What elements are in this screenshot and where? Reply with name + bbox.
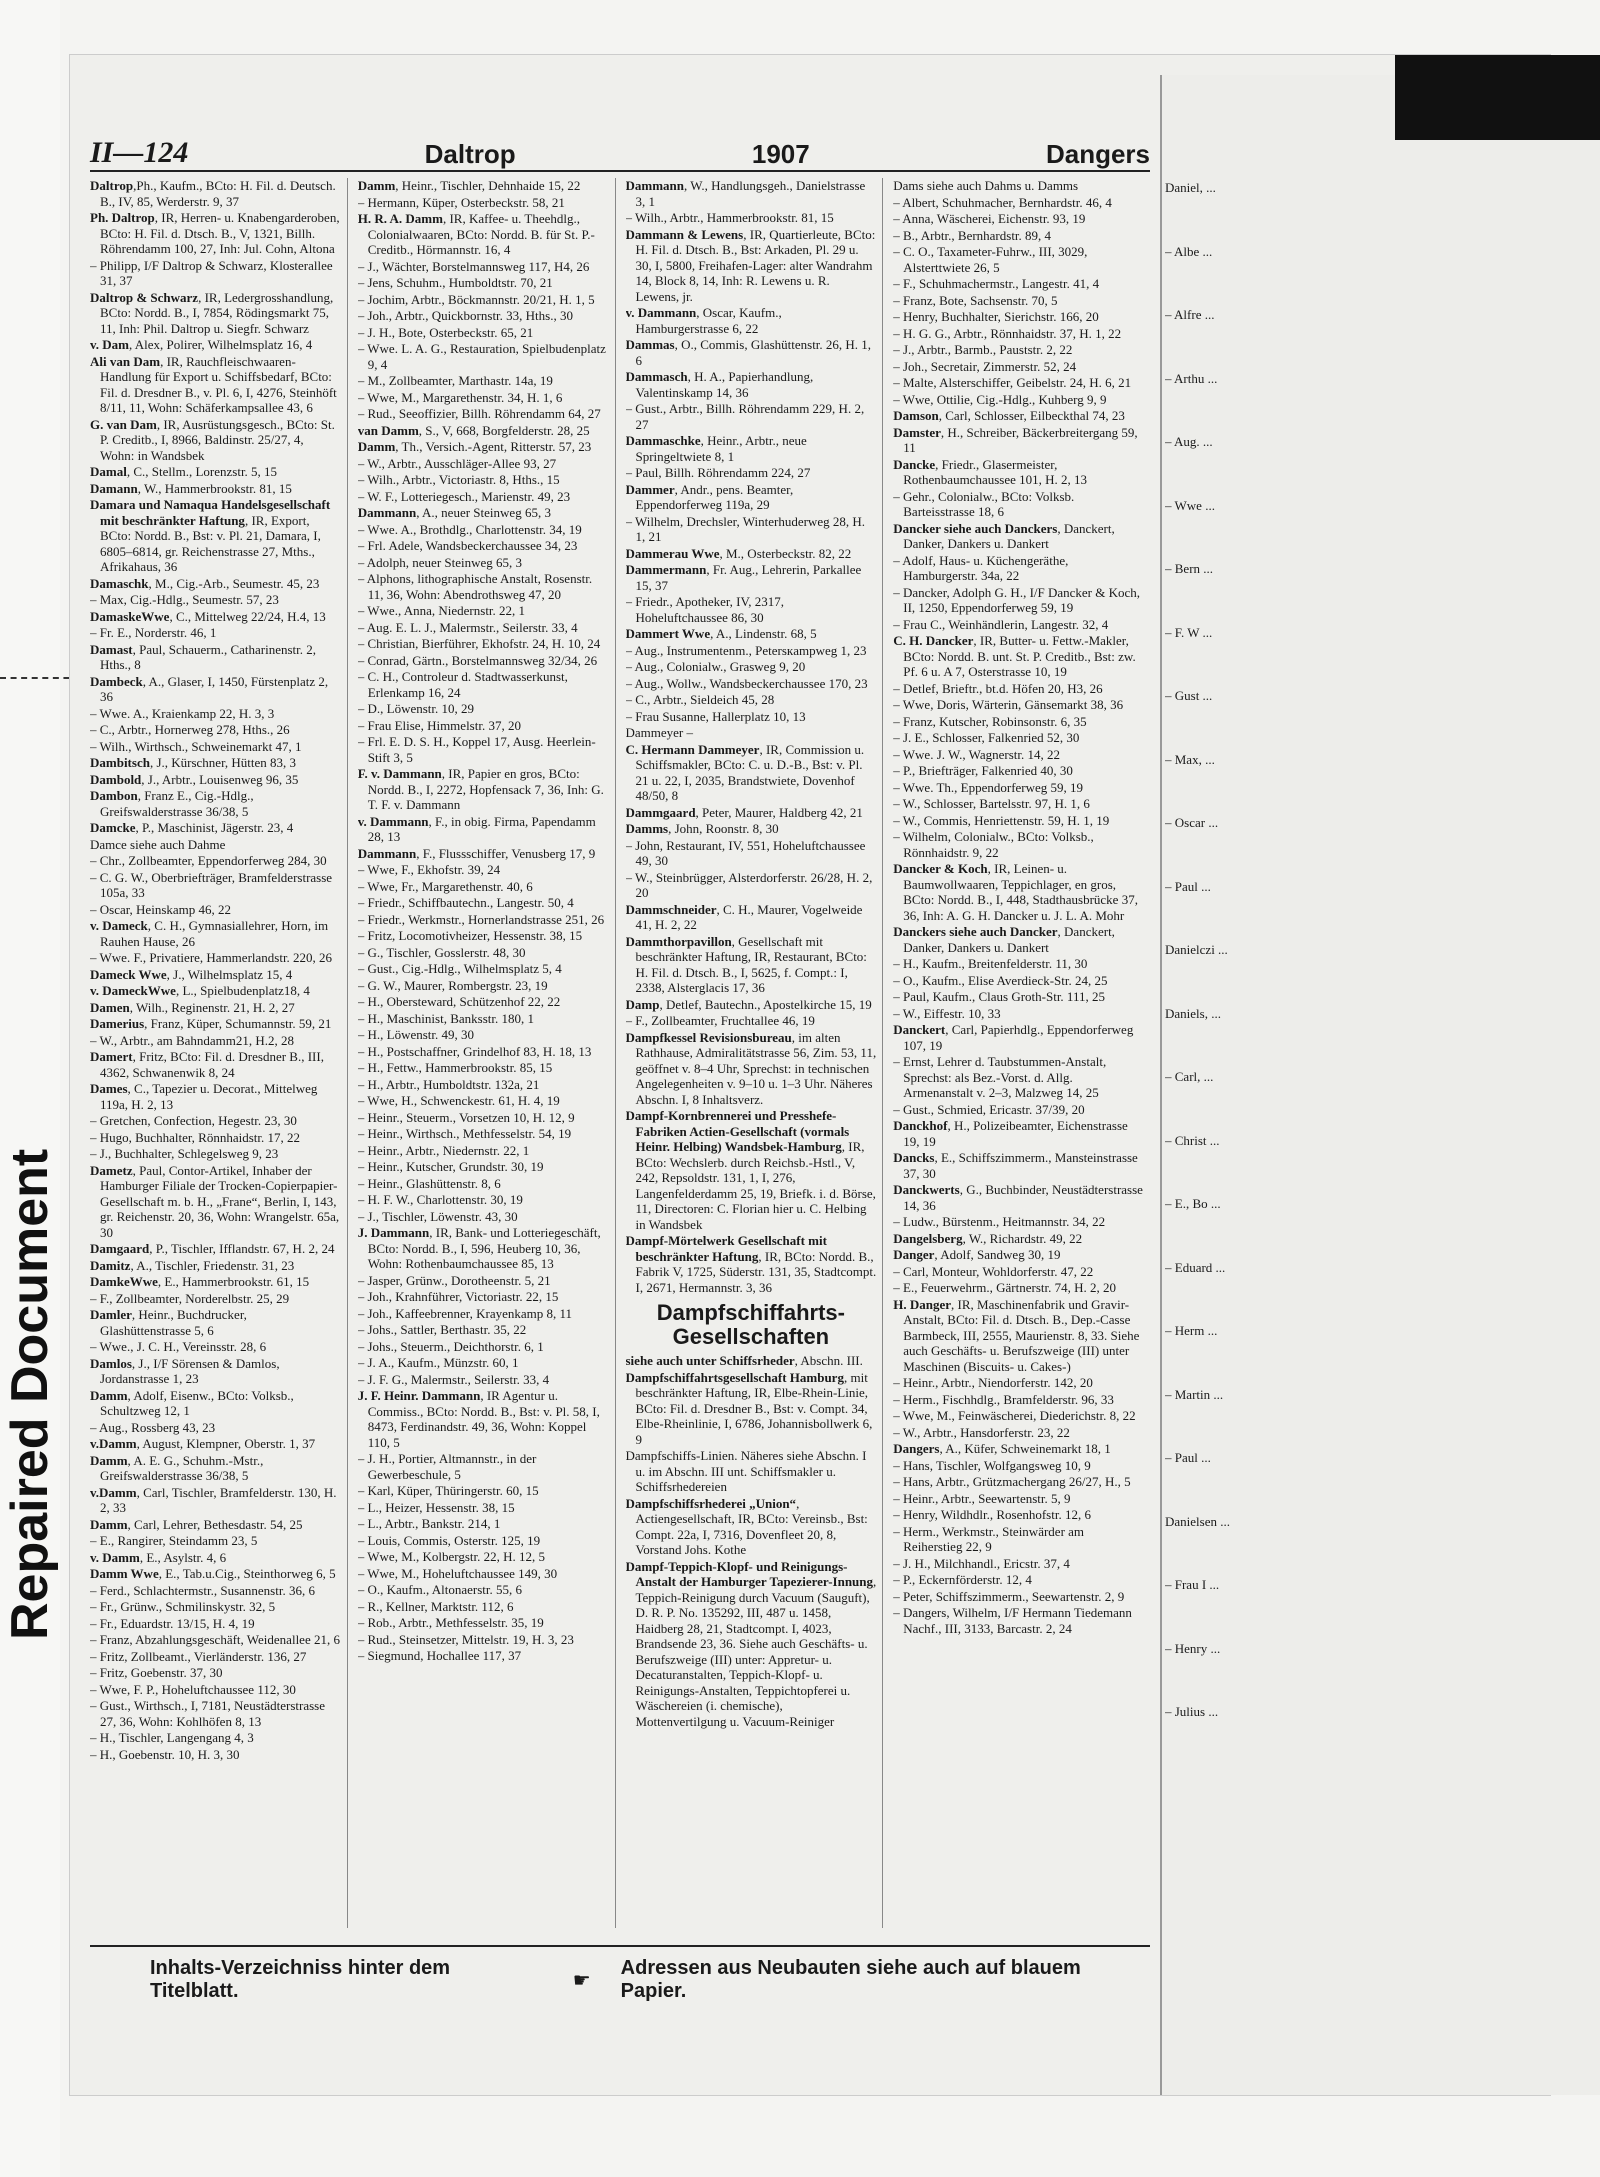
directory-entry: – C. O., Taxameter-Fuhrw., III, 3029, Alsterttwiete 26, 5 — [893, 244, 1088, 275]
directory-entry: – H., Postschaffner, Grindelhof 83, H. 18, 13 — [357, 1043, 592, 1059]
directory-entry: Damast, Paul, Schauerm., Catharinenstr. 2, Hths., 8 — [90, 641, 317, 672]
directory-columns — [90, 178, 1150, 1928]
directory-entry: – J. A., Kaufm., Münzstr. 60, 1 — [357, 1355, 519, 1370]
directory-entry: Damcke, P., Maschinist, Jägerstr. 23, 4 — [90, 820, 294, 835]
directory-entry: Dampf-Kornbrennerei und Presshefe-Fabriken Actien-Gesellschaft (vormals Heinr. Helbing) Wandsbek-Hamburg, IR, BCto: Wechslerb. durch Reichsb.-Hstl., V, 242, Repsoldstr. 131, 1, I, 276, Langenfelderdamm 25, 19, Briefk. i. d. Börse, 11, Directoren: C. Florian hier u. C. Helbing in Wandsbek — [625, 1108, 876, 1232]
directory-entry: – O., Kaufm., Elise Averdieck-Str. 24, 25 — [893, 972, 1108, 988]
directory-entry: – Wwe, M., Kolbergstr. 22, H. 12, 5 — [357, 1549, 546, 1564]
directory-entry: Danckwerts, G., Buchbinder, Neustädterstrasse 14, 36 — [893, 1182, 1143, 1213]
directory-entry: Dammgaard, Peter, Maurer, Haldberg 42, 21 — [625, 804, 863, 820]
directory-entry: – Fritz, Locomotivheizer, Hessenstr. 38, 15 — [357, 928, 583, 943]
directory-entry: – W., Commis, Henriettenstr. 59, H. 1, 19 — [893, 812, 1110, 828]
directory-entry: – Wwe. A., Kraienkamp 22, H. 3, 3 — [90, 705, 275, 721]
directory-entry: J. Dammann, IR, Bank- und Lotteriegeschäft, BCto: Nordd. B., I, 596, Heuberg 10, 36, Wohn: Rothenbaumchaussee 85, 13 — [357, 1225, 601, 1271]
directory-entry: – W., Arbtr., am Bahndamm21, H.2, 28 — [90, 1032, 295, 1048]
directory-entry: – Wwe, Ottilie, Cig.-Hdlg., Kuhberg 9, 9 — [893, 391, 1107, 407]
directory-entry: – Hugo, Buchhalter, Rönnhaidstr. 17, 22 — [90, 1129, 300, 1145]
pointing-hand-icon: ☛ — [572, 1969, 591, 1992]
directory-entry: – J. H., Milchhandl., Ericstr. 37, 4 — [893, 1555, 1070, 1571]
directory-entry: DamaskeWwe, C., Mittelweg 22/24, H.4, 13 — [90, 608, 326, 624]
page-number: II—124 — [90, 136, 189, 169]
directory-entry: H. Danger, IR, Maschinenfabrik und Gravir-Anstalt, BCto: Fil. d. Dtsch. B., Dep.-Casse Barmbeck, III, 2555, Maurienstr. 8, 33. Siehe auch Geschäfts- u. Berufszweige (III) unter Maschinen (Biscuits- u. Cakes-) — [893, 1296, 1140, 1374]
directory-entry: Ph. Daltrop, IR, Herren- u. Knabengarderoben, BCto: H. Fil. d. Dtsch. B., V, 1321, Billh. Röhrendamm 100, 27, Inh: Jul. Cohn, Altona — [90, 210, 340, 256]
directory-entry: – Heinr., Arbtr., Niedernstr. 22, 1 — [357, 1142, 530, 1158]
directory-entry: – Hermann, Küper, Osterbeckstr. 58, 21 — [357, 194, 565, 210]
left-keyword: Daltrop — [424, 139, 516, 169]
directory-entry: Dambitsch, J., Kürschner, Hütten 83, 3 — [90, 755, 297, 770]
next-page-entry: Daniels, ... — [1165, 1005, 1221, 1021]
directory-entry: Damster, H., Schreiber, Bäckerbreitergang 59, 11 — [893, 424, 1138, 455]
directory-entry: – Frau Susanne, Hallerplatz 10, 13 — [625, 708, 806, 724]
directory-entry: – W., Schlosser, Bartelsstr. 97, H. 1, 6 — [893, 796, 1090, 811]
directory-entry: – Ernst, Lehrer d. Taubstummen-Anstalt, Sprechst: als Bez.-Vorst. d. Allg. Armenanstalt v. 2–3, Malzweg 14, 25 — [893, 1054, 1107, 1100]
next-page-entry: – Paul ... — [1165, 878, 1211, 894]
next-page-entry: – Alfre ... — [1165, 307, 1215, 322]
directory-entry: – H., Kaufm., Breitenfelderstr. 11, 30 — [893, 956, 1088, 971]
directory-entry: – Fritz, Zollbeamt., Vierländerstr. 136, 27 — [90, 1648, 307, 1664]
directory-entry: Damson, Carl, Schlosser, Eilbeckthal 74, 23 — [893, 408, 1125, 423]
directory-entry: Danckers siehe auch Dancker, Danckert, Danker, Dankers u. Dankert — [893, 924, 1115, 955]
directory-entry: – Fritz, Goebenstr. 37, 30 — [90, 1665, 223, 1680]
directory-entry: v. Dameck, C. H., Gymnasiallehrer, Horn, im Rauhen Hause, 26 — [90, 918, 329, 949]
directory-entry: Dammann, F., Flussschiffer, Venusberg 17, 9 — [357, 845, 596, 861]
directory-entry: – Malte, Alsterschiffer, Geibelstr. 24, H. 6, 21 — [893, 375, 1132, 390]
directory-entry: Dangers, A., Küfer, Schweinemarkt 18, 1 — [893, 1441, 1111, 1456]
directory-entry: – Aug., Wollw., Wandsbeckerchaussee 170, 23 — [625, 675, 868, 691]
directory-entry: – J., Arbtr., Barmb., Pauststr. 2, 22 — [893, 342, 1073, 357]
next-page-entry: – Aug. ... — [1165, 434, 1213, 449]
directory-entry: Damm, Carl, Lehrer, Bethesdastr. 54, 25 — [90, 1516, 303, 1532]
directory-entry: – Detlef, Brieftr., bt.d. Höfen 20, H3, 26 — [893, 680, 1103, 696]
directory-entry: – H. F. W., Charlottenstr. 30, 19 — [357, 1192, 523, 1207]
next-page-column — [1165, 180, 1600, 1930]
directory-entry: – J., Wächter, Borstelmannsweg 117, H4, 26 — [357, 258, 590, 274]
directory-entry: – Herm., Fischhdlg., Bramfelderstr. 96, 33 — [893, 1391, 1114, 1407]
directory-entry: – Aug., Rossberg 43, 23 — [90, 1419, 216, 1435]
directory-entry: Dammann, W., Handlungsgeh., Danielstrasse 3, 1 — [625, 178, 866, 209]
directory-entry: – Jens, Schuhm., Humboldtstr. 70, 21 — [357, 275, 553, 290]
directory-entry: F. v. Dammann, IR, Papier en gros, BCto: Nordd. B., I, 2272, Hopfensack 7, 36, Inh: G. T. F. v. Dammann — [357, 766, 604, 812]
directory-entry: Dangelsberg, W., Richardstr. 49, 22 — [893, 1230, 1083, 1246]
year: 1907 — [751, 139, 810, 169]
directory-entry: Dames, C., Tapezier u. Decorat., Mittelweg 119a, H. 2, 13 — [90, 1081, 318, 1112]
directory-entry: – Johs., Steuerm., Deichthorstr. 6, 1 — [357, 1338, 544, 1354]
directory-entry: Dammasch, H. A., Papierhandlung, Valentinskamp 14, 36 — [625, 369, 814, 400]
directory-entry: Dammer, Andr., pens. Beamter, Eppendorferweg 119a, 29 — [625, 481, 794, 512]
directory-entry: Damler, Heinr., Buchdrucker, Glashüttenstrasse 5, 6 — [90, 1307, 247, 1338]
directory-entry: – J., Tischler, Löwenstr. 43, 30 — [357, 1208, 518, 1224]
directory-entry: H. R. A. Damm, IR, Kaffee- u. Theehdlg., Colonialwaaren, BCto: Nordd. B. für St. P.-Creditb., Hörmannstr. 16, 4 — [357, 211, 595, 257]
directory-entry: siehe auch unter Schiffsrheder, Abschn. III. — [625, 1353, 863, 1368]
directory-entry: – Heinr., Steuerm., Vorsetzen 10, H. 12, 9 — [357, 1109, 575, 1125]
directory-entry: – Louis, Commis, Osterstr. 125, 19 — [357, 1532, 541, 1548]
directory-entry: – J. E., Schlosser, Falkenried 52, 30 — [893, 730, 1080, 745]
next-page-entry: – Carl, ... — [1165, 1069, 1214, 1084]
directory-entry: Dametz, Paul, Contor-Artikel, Inhaber der Hamburger Filiale der Trocken-Copierpapier-Gesellschaft m. b. H., „Frane“, Berlin, I, 143, gr. Reichenstr. 20, 36, Wohn: Wrangelstr. 65a, 30 — [90, 1162, 340, 1240]
directory-entry: Dams siehe auch Dahms u. Damms — [893, 178, 1079, 193]
next-page-entry: – Gust ... — [1165, 688, 1213, 703]
page-header — [90, 120, 1150, 172]
directory-entry: Dammann, A., neuer Steinweg 65, 3 — [357, 505, 551, 520]
directory-entry: – Heinr., Arbtr., Seewartenstr. 5, 9 — [893, 1490, 1071, 1506]
directory-entry: – Franz, Abzahlungsgeschäft, Weidenallee 21, 6 — [90, 1632, 340, 1647]
next-page-entry: – Oscar ... — [1165, 815, 1219, 830]
directory-entry: – Wwe, F., Ekhofstr. 39, 24 — [357, 862, 501, 877]
directory-entry: – Heinr., Kutscher, Grundstr. 30, 19 — [357, 1159, 544, 1174]
directory-entry: – Fr., Grünw., Schmilinskystr. 32, 5 — [90, 1599, 276, 1614]
directory-entry: Dancker siehe auch Danckers, Danckert, Danker, Dankers u. Dankert — [893, 520, 1115, 551]
directory-entry: – Adolph, neuer Steinweg 65, 3 — [357, 554, 523, 570]
directory-entry: – G., Tischler, Gosslerstr. 48, 30 — [357, 944, 526, 960]
directory-entry: – C. G. W., Oberbriefträger, Bramfelderstrasse 105a, 33 — [90, 869, 333, 900]
directory-entry: – C., Arbtr., Sieldeich 45, 28 — [625, 692, 775, 707]
directory-entry: – M., Zollbeamter, Marthastr. 14a, 19 — [357, 373, 553, 388]
column-4 — [893, 178, 1150, 1928]
directory-entry: – Gehr., Colonialw., BCto: Volksb. Barteisstrasse 18, 6 — [893, 488, 1075, 519]
directory-entry: Damlos, J., I/F Sörensen & Damlos, Jordanstrasse 1, 23 — [90, 1355, 280, 1386]
directory-entry: – Gust., Arbtr., Billh. Röhrendamm 229, H. 2, 27 — [625, 401, 865, 432]
directory-entry: – Wwe. F., Privatiere, Hammerlandstr. 220, 26 — [90, 950, 333, 965]
directory-entry: – B., Arbtr., Bernhardstr. 89, 4 — [893, 227, 1052, 243]
directory-entry: – Jasper, Grünw., Dorotheenstr. 5, 21 — [357, 1272, 551, 1288]
directory-entry: Damp, Detlef, Bautechn., Apostelkirche 15, 19 — [625, 996, 872, 1012]
directory-entry: Dampf-Teppich-Klopf- und Reinigungs-Anstalt der Hamburger Tapezierer-Innung, Teppich-Reinigung durch Vacuum (Sauguft), D. R. P. No. 135292, III, 487 u. 1458, Haidberg 28, 21, Stadtcompt. I, 4023, Brandsende 23, 36. Siehe auch Geschäfts- u. Berufszweige (III) unter: Appretur- u. Decaturanstalten, Teppich-Klopf- u. Reinigungs-Anstalten, Teppichtopferei u. Wäschereien (i. chemische), Mottenvertilgung u. Vacuum-Reiniger — [625, 1558, 877, 1729]
directory-entry: – Gretchen, Confection, Hegestr. 23, 30 — [90, 1113, 297, 1128]
directory-entry: C. H. Dancker, IR, Butter- u. Fettw.-Makler, BCto: Nordd. B. unt. St. P. Creditb., Bst: zw. Pf. 6 u. A 7, Osterstrasse 10, 19 — [893, 633, 1136, 679]
directory-entry: – Wilh., Wirthsch., Schweinemarkt 47, 1 — [90, 738, 302, 754]
directory-entry: Damerius, Franz, Küper, Schumannstr. 59, 21 — [90, 1016, 332, 1031]
directory-entry: – F., Zollbeamter, Norderelbstr. 25, 29 — [90, 1290, 290, 1306]
directory-entry: – Chr., Zollbeamter, Eppendorferweg 284, 30 — [90, 853, 327, 868]
directory-entry: – Wilhelm, Colonialw., BCto: Volksb., Rönnhaidstr. 9, 22 — [893, 829, 1094, 860]
directory-entry: – Peter, Schiffszimmerm., Seewartenstr. 2, 9 — [893, 1588, 1125, 1604]
directory-entry: – Wwe, M., Hoheluftchaussee 149, 30 — [357, 1565, 558, 1581]
directory-entry: – Joh., Secretair, Zimmerstr. 52, 24 — [893, 358, 1077, 374]
directory-entry: – J. H., Bote, Osterbeckstr. 65, 21 — [357, 324, 534, 340]
directory-entry: Damal, C., Stellm., Lorenzstr. 5, 15 — [90, 464, 278, 479]
directory-entry: – Frau Elise, Himmelstr. 37, 20 — [357, 717, 521, 733]
directory-entry: Damm, Adolf, Eisenw., BCto: Volksb., Schultzweg 12, 1 — [90, 1387, 294, 1418]
next-page-entry: Daniel, ... — [1165, 180, 1216, 195]
directory-entry: – Alphons, lithographische Anstalt, Rosenstr. 11, 36, Wohn: Abendrothsweg 47, 20 — [357, 571, 593, 602]
next-page-entry: – Max, ... — [1165, 751, 1215, 767]
directory-entry: Damara und Namaqua Handelsgesellschaft mit beschränkter Haftung, IR, Export, BCto: Nordd. B., Bst: v. Pl. 21, Damara, I, 6805–6814, gr. Reichenstrasse 27, Mths., Afrikahaus, 36 — [90, 497, 331, 574]
directory-entry: Dambon, Franz E., Cig.-Hdlg., Greifswalderstrasse 36/38, 5 — [90, 788, 254, 819]
directory-entry: – Wwe, M., Margarethenstr. 34, H. 1, 6 — [357, 389, 563, 405]
directory-entry: Dammermann, Fr. Aug., Lehrerin, Parkallee 15, 37 — [625, 562, 862, 593]
directory-entry: – John, Restaurant, IV, 551, Hoheluftchaussee 49, 30 — [625, 837, 866, 868]
directory-entry: – Franz, Bote, Sachsenstr. 70, 5 — [893, 292, 1058, 308]
directory-entry: Dammthorpavillon, Gesellschaft mit beschränkter Haftung, IR, Restaurant, BCto: H. Fil. d. Dtsch. B., I, 5625, f. Compt.: I, 2338, Alsterglacis 17, 36 — [625, 933, 867, 995]
directory-entry: – Heinr., Wirthsch., Methfesselstr. 54, 19 — [357, 1126, 572, 1141]
directory-entry: – Frl. Adele, Wandsbeckerchaussee 34, 23 — [357, 538, 578, 553]
directory-entry: Dampf-Mörtelwerk Gesellschaft mit beschränkter Haftung, IR, BCto: Nordd. B., Fabrik V, 1725, Süderstr. 131, 35, Stadtcompt. I, 2671, Hermannstr. 3, 36 — [625, 1233, 877, 1295]
directory-entry: Dancke, Friedr., Glasermeister, Rothenbaumchaussee 101, H. 2, 13 — [893, 456, 1088, 487]
section-heading: Dampfschiffahrts-Gesellschaften — [656, 1300, 845, 1349]
repaired-document-stamp: Repaired Document — [1, 1148, 59, 1640]
directory-entry: – Conrad, Gärtn., Borstelmannsweg 32/34, 26 — [357, 652, 598, 668]
next-page-entry: – Eduard ... — [1165, 1259, 1226, 1275]
directory-entry: Damgaard, P., Tischler, Ifflandstr. 67, H. 2, 24 — [90, 1241, 335, 1256]
directory-entry: – Dangers, Wilhelm, I/F Hermann Tiedemann Nachf., III, 3133, Barcastr. 2, 24 — [893, 1605, 1132, 1636]
directory-entry: – G. W., Maurer, Rombergstr. 23, 19 — [357, 977, 548, 993]
directory-entry: – Philipp, I/F Daltrop & Schwarz, Klosterallee 31, 37 — [90, 257, 333, 288]
directory-entry: – W., Steinbrügger, Alsterdorferstr. 26/28, H. 2, 20 — [625, 869, 873, 900]
directory-entry: – Wwe, H., Schwenckestr. 61, H. 4, 19 — [357, 1093, 560, 1108]
directory-entry: Danckhof, H., Polizeibeamter, Eichenstrasse 19, 19 — [893, 1118, 1128, 1149]
directory-entry: – O., Kaufm., Altonaerstr. 55, 6 — [357, 1582, 523, 1597]
directory-entry: Dampfschiffs-Linien. Näheres siehe Abschn. I u. im Abschn. III unt. Schiffsmakler u. Schiffsrhedereien — [625, 1448, 867, 1494]
next-page-entry: Danielczi ... — [1165, 942, 1228, 957]
directory-entry: – F., Zollbeamter, Fruchtallee 46, 19 — [625, 1013, 815, 1028]
directory-entry: – Gust., Wirthsch., I, 7181, Neustädterstrasse 27, 36, Wohn: Kohlhöfen 8, 13 — [90, 1698, 326, 1729]
directory-entry: Damm, Heinr., Tischler, Dehnhaide 15, 22 — [357, 178, 581, 193]
directory-entry: – Gust., Schmied, Ericastr. 37/39, 20 — [893, 1101, 1085, 1117]
directory-entry: G. van Dam, IR, Ausrüstungsgesch., BCto: St. P. Creditb., I, 8966, Baldinstr. 25/27, 4, Wohn: in Wandsbek — [90, 416, 335, 463]
directory-entry: J. F. Heinr. Dammann, IR Agentur u. Commiss., BCto: Nordd. B., Bst: v. Pl. 58, I, 8473, Ferdinandstr. 49, 36, Wohn: Koppel 110, 5 — [357, 1388, 600, 1450]
directory-entry: – W., Eiffestr. 10, 33 — [893, 1005, 1001, 1021]
column-1 — [90, 178, 348, 1928]
directory-entry: Daltrop,Ph., Kaufm., BCto: H. Fil. d. Deutsch. B., IV, 85, Werderstr. 9, 37 — [90, 178, 336, 209]
directory-entry: Ali van Dam, IR, Rauchfleischwaaren-Handlung für Export u. Schiffsbedarf, BCto: Fil. d. Dresdner B., v. Pl. 6, I, 4276, Steinhöft 8/11, 11, Wohn: Schäferkampsallee 43, 6 — [90, 353, 337, 415]
directory-entry: – Gust., Cig.-Hdlg., Wilhelmsplatz 5, 4 — [357, 961, 562, 976]
directory-entry: – Franz, Kutscher, Robinsonstr. 6, 35 — [893, 713, 1087, 729]
directory-entry: Dammann & Lewens, IR, Quartierleute, BCto: H. Fil. d. Dtsch. B., Bst: Arkaden, Pl. 29 u. 30, I, 5800, Freihafen-Lager: alter Wandrahm 14, Block 8, 14, Inh: R. Lewens u. R. Lewens, jr. — [625, 226, 876, 304]
directory-entry: – H., Maschinist, Banksstr. 180, 1 — [357, 1010, 534, 1026]
directory-entry: v. Damm, E., Asylstr. 4, 6 — [90, 1549, 227, 1565]
directory-entry: – W., Arbtr., Ausschläger-Allee 93, 27 — [357, 455, 557, 471]
directory-entry: Damm, Th., Versich.-Agent, Ritterstr. 57, 23 — [357, 439, 592, 454]
directory-entry: – C. H., Controleur d. Stadtwasserkunst, Erlenkamp 16, 24 — [357, 669, 568, 700]
directory-entry: Damert, Fritz, BCto: Fil. d. Dresdner B., III, 4362, Schwanenwik 8, 24 — [90, 1049, 324, 1080]
directory-entry: – Christian, Bierführer, Ekhofstr. 24, H. 10, 24 — [357, 636, 601, 651]
directory-entry: – Wilh., Arbtr., Victoriastr. 8, Hths., 15 — [357, 472, 560, 487]
directory-entry: – H., Goebenstr. 10, H. 3, 30 — [90, 1746, 240, 1762]
directory-entry: – Henry, Wildhdlr., Rosenhofstr. 12, 6 — [893, 1507, 1091, 1522]
directory-entry: – Wwe., Anna, Niedernstr. 22, 1 — [357, 603, 526, 618]
directory-entry: – Aug., Instrumentenm., Petersкampweg 1, 23 — [625, 642, 867, 658]
directory-entry: – Ludw., Bürstenm., Heitmannstr. 34, 22 — [893, 1214, 1106, 1229]
directory-entry: – Rud., Seeoffizier, Billh. Röhrendamm 64, 27 — [357, 406, 601, 421]
directory-entry: v.Damm, Carl, Tischler, Bramfelderstr. 130, H. 2, 33 — [90, 1484, 337, 1515]
directory-entry: – W., Arbtr., Hansdorferstr. 23, 22 — [893, 1424, 1070, 1440]
directory-entry: – Wwe. L. A. G., Restauration, Spielbudenplatz 9, 4 — [357, 341, 606, 372]
directory-entry: – P., Briefträger, Falkenried 40, 30 — [893, 763, 1073, 778]
directory-entry: – Anna, Wäscherei, Eichenstr. 93, 19 — [893, 211, 1086, 226]
directory-entry: Damitz, A., Tischler, Friedenstr. 31, 23 — [90, 1257, 295, 1273]
directory-entry: – Wwe., J. C. H., Vereinsstr. 28, 6 — [90, 1339, 267, 1354]
directory-entry: – H., Fettw., Hammerbrookstr. 85, 15 — [357, 1060, 553, 1075]
directory-entry: – Wwe. Th., Eppendorferweg 59, 19 — [893, 779, 1084, 795]
directory-entry: Dampfschiffsrhederei „Union“, Actiengesellschaft, IR, BCto: Vereinsb., Bst: Compt. 22a, I, 7316, Dovenfleet 20, 8, Vorstand Johs. Kothe — [625, 1495, 868, 1557]
directory-entry: – Max, Cig.-Hdlg., Seumestr. 57, 23 — [90, 592, 279, 607]
directory-entry: Dammas, O., Commis, Glashüttenstr. 26, H. 1, 6 — [625, 337, 872, 368]
directory-entry: – W. F., Lotteriegesch., Marienstr. 49, 23 — [357, 488, 571, 504]
right-keyword: Dangers — [1045, 139, 1150, 169]
next-page-entry: – Wwe ... — [1165, 497, 1215, 513]
directory-entry: v. Dammann, Oscar, Kaufm., Hamburgerstrasse 6, 22 — [625, 305, 782, 336]
next-page-entry: – Henry ... — [1165, 1640, 1221, 1656]
directory-entry: – Aug., Colonialw., Grasweg 9, 20 — [625, 659, 806, 674]
directory-entry: – Frl. E. D. S. H., Koppel 17, Ausg. Heerlein-Stift 3, 5 — [357, 734, 596, 765]
next-page-entry: – Paul ... — [1165, 1450, 1211, 1465]
directory-entry: C. Hermann Dammeyer, IR, Commission u. Schiffsmakler, BCto: C. u. D.-B., Bst: v. Pl. 21 u. 22, I, 2035, Brandstwiete, Dovenhof 48/50, 8 — [625, 741, 865, 803]
directory-entry: Damce siehe auch Dahme — [90, 836, 226, 852]
directory-entry: v. DameckWwe, L., Spielbudenplatz18, 4 — [90, 983, 310, 998]
directory-entry: Daltrop & Schwarz, IR, Ledergrosshandlung, BCto: Nordd. B., I, 7854, Rödingsmarkt 75, 11, Inh: Phil. Daltrop u. Siegfr. Schwarz — [90, 289, 334, 336]
directory-entry: – Wwe. J. W., Wagnerstr. 14, 22 — [893, 746, 1060, 762]
directory-entry: Dancker & Koch, IR, Leinen- u. Baumwollwaaren, Teppichlager, en gros, BCto: Nordd. B., I, 448, Stadthausbrücke 37, 36, Inh: A. G. H. Dancker u. J. L. A. Mohr — [893, 861, 1138, 923]
directory-entry: – Wwe, F. P., Hoheluftchaussee 112, 30 — [90, 1681, 296, 1697]
directory-entry: Danckert, Carl, Papierhdlg., Eppendorferweg 107, 19 — [893, 1022, 1134, 1053]
directory-entry: – Albert, Schuhmacher, Bernhardstr. 46, 4 — [893, 194, 1112, 210]
directory-entry: Dampfkessel Revisionsbureau, im alten Rathhause, Admiralitätstrasse 56, Zim. 53, 11, geöffnet v. 8–4 Uhr, Sprechst: in technischen Angelegenheiten v. 9–10 u. 1–3 Uhr. Näheres Abschn. I, 8 Inhaltsverz. — [625, 1029, 877, 1107]
directory-entry: Dammerau Wwe, M., Osterbeckstr. 82, 22 — [625, 545, 852, 561]
directory-entry: – Joh., Krahnführer, Victoriastr. 22, 15 — [357, 1289, 559, 1304]
directory-entry: Dammaschke, Heinr., Arbtr., neue Springeltwiete 8, 1 — [625, 433, 807, 464]
directory-entry: Danger, Adolf, Sandweg 30, 19 — [893, 1247, 1061, 1262]
directory-entry: v. Dammann, F., in obig. Firma, Papendamm 28, 13 — [357, 813, 596, 844]
directory-entry: – H., Löwenstr. 49, 30 — [357, 1027, 475, 1042]
directory-entry: van Damm, S., V, 668, Borgfelderstr. 28, 25 — [357, 422, 590, 438]
directory-entry: – F., Schuhmachermstr., Langestr. 41, 4 — [893, 276, 1100, 291]
directory-entry: – Karl, Küper, Thüringerstr. 60, 15 — [357, 1483, 539, 1498]
directory-entry: – Henry, Buchhalter, Sierichstr. 166, 20 — [893, 309, 1099, 324]
directory-entry: Dambold, J., Arbtr., Louisenweg 96, 35 — [90, 771, 299, 787]
directory-entry: Dammert Wwe, A., Lindenstr. 68, 5 — [625, 626, 817, 641]
directory-entry: – Joh., Kaffeebrenner, Krayenkamp 8, 11 — [357, 1305, 573, 1321]
directory-entry: Dancks, E., Schiffszimmerm., Mansteinstrasse 37, 30 — [893, 1150, 1138, 1181]
next-page-entry: – Frau I ... — [1165, 1577, 1220, 1592]
directory-entry: – Paul, Billh. Röhrendamm 224, 27 — [625, 465, 811, 480]
directory-entry: Damen, Wilh., Reginenstr. 21, H. 2, 27 — [90, 999, 295, 1015]
directory-entry: – Adolf, Haus- u. Küchengeräthe, Hamburgerstr. 34a, 22 — [893, 552, 1069, 583]
next-page-entry: – Arthu ... — [1165, 370, 1218, 386]
directory-entry: Dambeck, A., Glaser, I, 1450, Fürstenplatz 2, 36 — [90, 673, 329, 704]
directory-entry: Damms, John, Roonstr. 8, 30 — [625, 821, 779, 836]
directory-entry: – J. H., Portier, Altmannstr., in der Gewerbeschule, 5 — [357, 1451, 537, 1482]
directory-entry: – Rob., Arbtr., Methfesselstr. 35, 19 — [357, 1615, 544, 1630]
directory-entry: – Fr. E., Norderstr. 46, 1 — [90, 625, 217, 640]
directory-entry: – Wilh., Arbtr., Hammerbrookstr. 81, 15 — [625, 210, 834, 225]
directory-entry: – Wwe, Fr., Margarethenstr. 40, 6 — [357, 878, 533, 894]
directory-entry: – H. G. G., Arbtr., Rönnhaidstr. 37, H. 1, 22 — [893, 325, 1122, 341]
next-page-entry: – Martin ... — [1165, 1386, 1224, 1402]
directory-entry: – Wwe. A., Brothdlg., Charlottenstr. 34, 19 — [357, 521, 582, 537]
directory-entry: – Rud., Steinsetzer, Mittelstr. 19, H. 3, 23 — [357, 1631, 574, 1647]
directory-entry: – Wilhelm, Drechsler, Winterhuderweg 28, H. 1, 21 — [625, 513, 865, 544]
footer-rule — [90, 1945, 1150, 1947]
directory-entry: – Siegmund, Hochallee 117, 37 — [357, 1648, 522, 1663]
directory-entry: – Paul, Kaufm., Claus Groth-Str. 111, 25 — [893, 989, 1105, 1004]
directory-entry: – L., Heizer, Hessenstr. 38, 15 — [357, 1499, 515, 1515]
column-2 — [358, 178, 616, 1928]
footer-left: Inhalts-Verzeichniss hinter dem Titelblatt. — [150, 1957, 451, 2002]
directory-entry: Dameck Wwe, J., Wilhelmsplatz 15, 4 — [90, 966, 293, 982]
directory-entry: – Dancker, Adolph G. H., I/F Dancker & Koch, II, 1250, Eppendorferweg 59, 19 — [893, 584, 1141, 615]
directory-entry: – L., Arbtr., Bankstr. 214, 1 — [357, 1516, 501, 1531]
directory-entry: – J., Buchhalter, Schlegelsweg 9, 23 — [90, 1146, 279, 1161]
page-footer — [150, 1957, 1150, 2002]
directory-entry: – Friedr., Schiffbautechn., Langestr. 50, 4 — [357, 895, 574, 910]
footer-right: Adressen aus Neubauten siehe auch auf blauem Papier. — [620, 1957, 1081, 2002]
directory-entry: – Jochim, Arbtr., Böckmannstr. 20/21, H. 1, 5 — [357, 291, 595, 307]
next-page-entry: – E., Bo ... — [1165, 1196, 1221, 1211]
directory-entry: – H., Obersteward, Schützenhof 22, 22 — [357, 994, 561, 1009]
next-page-entry: – Bern ... — [1165, 561, 1214, 576]
directory-entry: – Herm., Werkmstr., Steinwärder am Reiherstieg 22, 9 — [893, 1523, 1085, 1554]
directory-entry: – Carl, Monteur, Wohldorferstr. 47, 22 — [893, 1263, 1094, 1279]
directory-entry: – H., Tischler, Langengang 4, 3 — [90, 1730, 254, 1745]
directory-entry: – Hans, Tischler, Wolfgangsweg 10, 9 — [893, 1457, 1091, 1473]
scan-shadow — [1395, 55, 1600, 140]
next-page-entry: – Albe ... — [1165, 243, 1213, 259]
directory-entry: – P., Eckernförderstr. 12, 4 — [893, 1572, 1032, 1587]
directory-entry: Damm Wwe, E., Tab.u.Cig., Steinthorweg 6, 5 — [90, 1566, 336, 1581]
directory-entry: – Ferd., Schlachtermstr., Susannenstr. 36, 6 — [90, 1582, 315, 1598]
next-page-entry: – Christ ... — [1165, 1132, 1220, 1148]
directory-entry: – Heinr., Glashüttenstr. 8, 6 — [357, 1175, 501, 1191]
directory-entry: Damm, A. E. G., Schuhm.-Mstr., Greifswalderstrasse 36/38, 5 — [90, 1452, 264, 1483]
directory-entry: Dampfschiffahrtsgesellschaft Hamburg, mit beschränkter Haftung, IR, Elbe-Rhein-Linie, BCto: Fil. d. Dresdner B., Bst: v. Compt. 34, Elbe-Rheinlinie, I, 6786, Johannisbollwerk 6, 9 — [625, 1369, 873, 1447]
directory-entry: – Friedr., Apotheker, IV, 2317, Hoheluftchaussee 86, 30 — [625, 594, 784, 625]
directory-entry: – Wwe, M., Feinwäscherei, Diederichstr. 8, 22 — [893, 1408, 1136, 1423]
cut-mark — [0, 677, 80, 679]
directory-entry: Dammeyer – — [625, 725, 694, 740]
directory-entry: – Aug. E. L. J., Malermstr., Seilerstr. 33, 4 — [357, 619, 578, 635]
directory-entry: – Heinr., Arbtr., Niendorferstr. 142, 20 — [893, 1375, 1093, 1390]
next-page-entry: – Julius ... — [1165, 1704, 1219, 1719]
directory-entry: – C., Arbtr., Hornerweg 278, Hths., 26 — [90, 722, 290, 737]
directory-entry: DamkeWwe, E., Hammerbrookstr. 61, 15 — [90, 1274, 310, 1289]
next-page-entry: Danielsen ... — [1165, 1513, 1230, 1529]
directory-entry: – Fr., Eduardstr. 13/15, H. 4, 19 — [90, 1615, 255, 1631]
directory-entry: – H., Arbtr., Humboldtstr. 132a, 21 — [357, 1076, 540, 1092]
directory-entry: – Johs., Sattler, Berthastr. 35, 22 — [357, 1322, 527, 1337]
directory-entry: – E., Feuerwehrm., Gärtnerstr. 74, H. 2, 20 — [893, 1280, 1117, 1295]
directory-entry: – D., Löwenstr. 10, 29 — [357, 701, 475, 716]
next-page-entry: – Herm ... — [1165, 1323, 1218, 1338]
column-3 — [626, 178, 884, 1928]
directory-entry: – Oscar, Heinskamp 46, 22 — [90, 901, 232, 917]
directory-entry: Damaschk, M., Cig.-Arb., Seumestr. 45, 23 — [90, 575, 320, 591]
directory-entry: – J. F. G., Malermstr., Seilerstr. 33, 4 — [357, 1371, 550, 1387]
directory-entry: – Joh., Arbtr., Quickbornstr. 33, Hths., 30 — [357, 308, 573, 323]
directory-entry: – Friedr., Werkmstr., Hornerlandstrasse 251, 26 — [357, 911, 605, 927]
directory-entry: – Frau C., Weinhändlerin, Langestr. 32, 4 — [893, 616, 1109, 632]
directory-entry: Dammschneider, C. H., Maurer, Vogelweide 41, H. 2, 22 — [625, 901, 863, 932]
directory-entry: – E., Rangirer, Steindamm 23, 5 — [90, 1533, 258, 1548]
directory-entry: Damann, W., Hammerbrookstr. 81, 15 — [90, 480, 292, 496]
directory-entry: – Hans, Arbtr., Grützmachergang 26/27, H., 5 — [893, 1474, 1131, 1489]
directory-entry: – Wwe, Doris, Wärterin, Gänsemarkt 38, 36 — [893, 697, 1124, 712]
next-page-entry: – F. W ... — [1165, 624, 1213, 640]
directory-entry: – R., Kellner, Marktstr. 112, 6 — [357, 1598, 514, 1614]
directory-entry: v.Damm, August, Klempner, Oberstr. 1, 37 — [90, 1436, 316, 1451]
directory-entry: v. Dam, Alex, Polirer, Wilhelmsplatz 16, 4 — [90, 337, 313, 352]
